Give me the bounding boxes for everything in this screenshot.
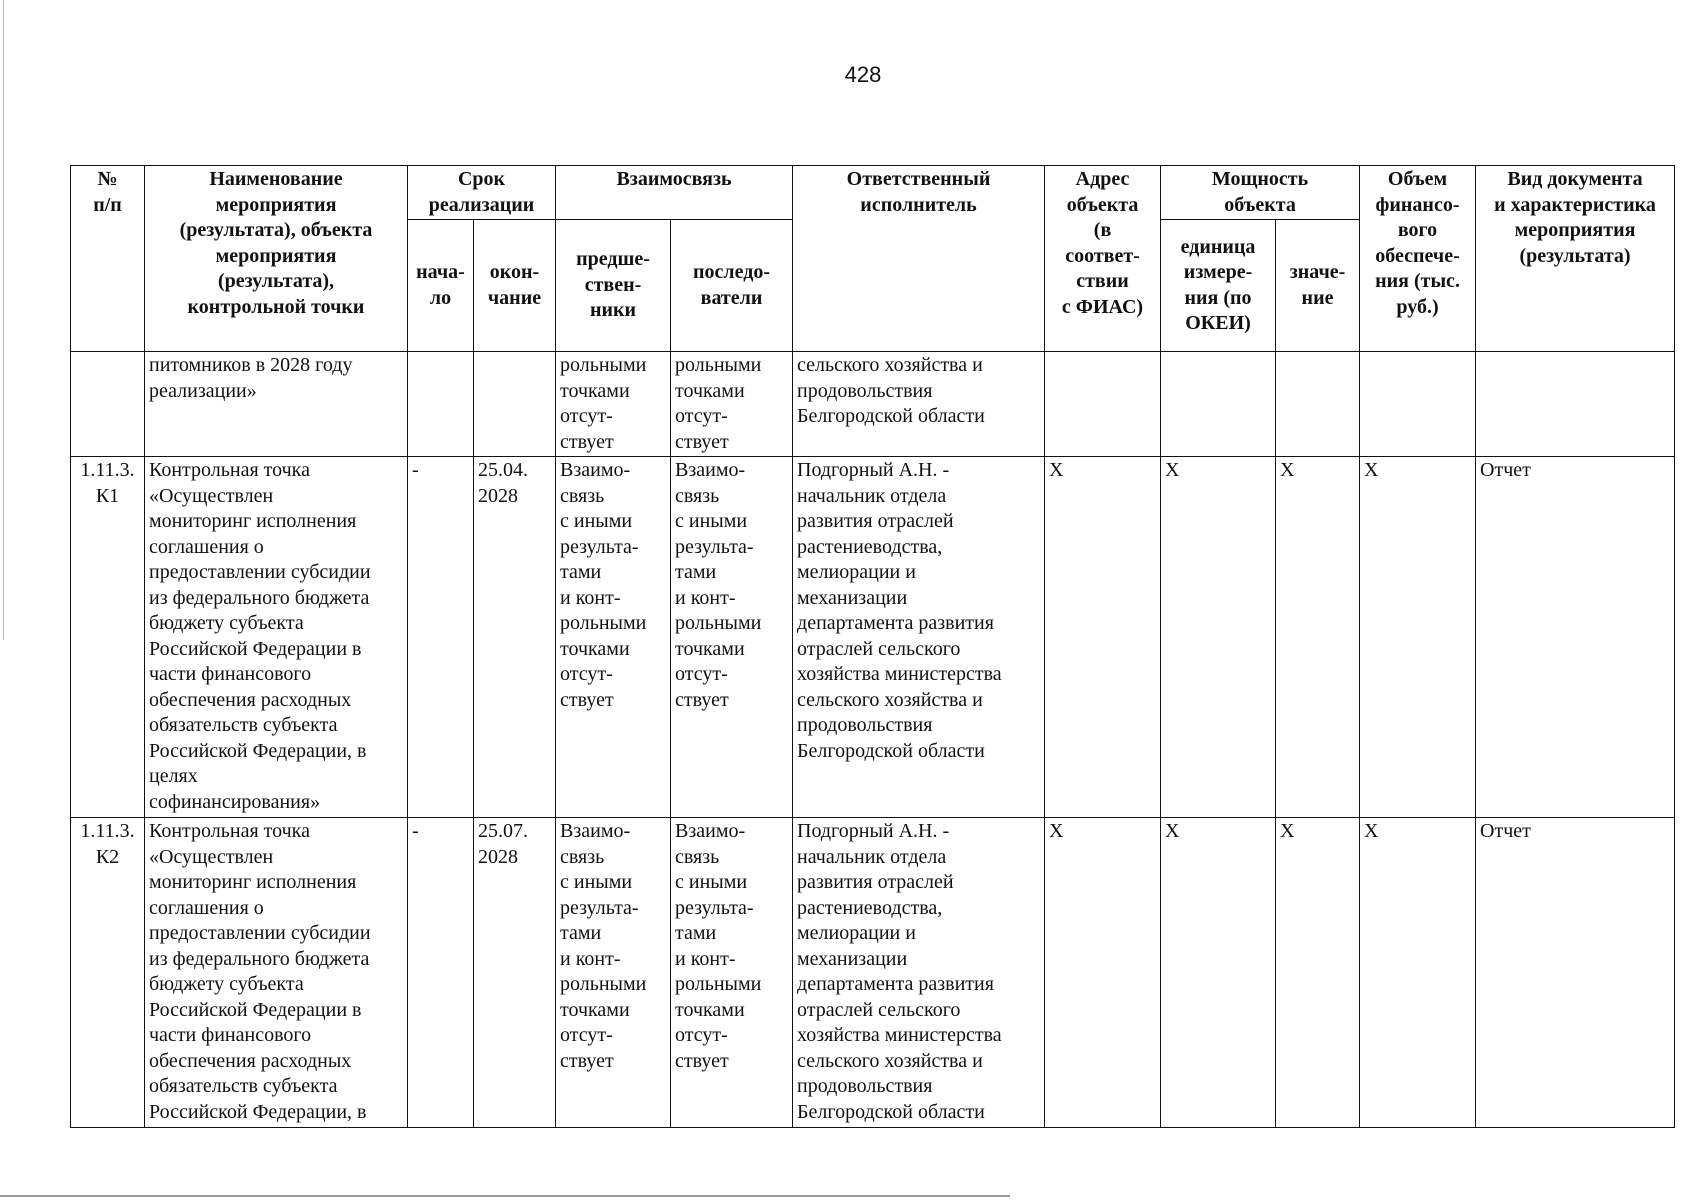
row-unit [1161,352,1276,457]
row-address [1045,352,1161,457]
row-next: Взаимо- связь с иными результа- тами и конт- рольными точками отсут- ствует [671,457,793,818]
row-end: 25.04. 2028 [474,457,556,818]
header-responsible: Ответственный исполнитель [793,166,1045,352]
row-finance [1360,352,1476,457]
row-name: Контрольная точка «Осуществлен мониторинг исполнения соглашения о предоставлении субсидии из федерального бюджета бюджету субъекта Российской Федерации в части финансового обеспечения расходных обязательств субъекта Российской Федерации, в [145,818,408,1128]
row-doc: Отчет [1476,457,1675,818]
header-link-prev: предше- ствен- ники [556,220,671,352]
header-capacity: Мощность объекта [1161,166,1360,220]
row-start: - [408,457,474,818]
row-prev: Взаимо- связь с иными результа- тами и конт- рольными точками отсут- ствует [556,457,671,818]
row-finance: X [1360,457,1476,818]
row-finance: X [1360,818,1476,1128]
row-next: рольными точками отсут- ствует [671,352,793,457]
row-num: 1.11.3. К2 [71,818,145,1128]
header-finance: Объем финансо- вого обеспече- ния (тыс. руб.) [1360,166,1476,352]
row-start: - [408,818,474,1128]
row-num: 1.11.3. К1 [71,457,145,818]
row-unit: X [1161,818,1276,1128]
row-address: X [1045,457,1161,818]
row-unit: X [1161,457,1276,818]
row-value: X [1276,818,1360,1128]
row-doc: Отчет [1476,818,1675,1128]
row-responsible: Подгорный А.Н. - начальник отдела развития отраслей растениеводства, мелиорации и механизации департамента развития отраслей сельского хозяйства министерства сельского хозяйства и продовольствия Белгородской области [793,457,1045,818]
row-start [408,352,474,457]
row-doc [1476,352,1675,457]
row-num [71,352,145,457]
row-next: Взаимо- связь с иными результа- тами и конт- рольными точками отсут- ствует [671,818,793,1128]
row-name: Контрольная точка «Осуществлен мониторинг исполнения соглашения о предоставлении субсидии из федерального бюджета бюджету субъекта Российской Федерации в части финансового обеспечения расходных обязательств субъекта Российской Федерации, в целях софинансирования» [145,457,408,818]
row-address: X [1045,818,1161,1128]
row-prev: Взаимо- связь с иными результа- тами и конт- рольными точками отсут- ствует [556,818,671,1128]
row-responsible: Подгорный А.Н. - начальник отдела развития отраслей растениеводства, мелиорации и механизации департамента развития отраслей сельского хозяйства министерства сельского хозяйства и продовольствия Белгородской области [793,818,1045,1128]
header-term: Срок реализации [408,166,556,220]
header-link-next: последо- ватели [671,220,793,352]
header-link: Взаимосвязь [556,166,793,220]
row-value: X [1276,457,1360,818]
header-term-end: окон- чание [474,220,556,352]
row-end [474,352,556,457]
header-term-start: нача- ло [408,220,474,352]
scan-bottom-line [0,1195,1010,1197]
page-number: 428 [844,62,882,87]
header-address: Адрес объекта (в соответ- ствии с ФИАС) [1045,166,1161,352]
table-row [71,457,1675,818]
table-row [71,818,1675,1128]
header-capacity-value: значе- ние [1276,220,1360,352]
row-value [1276,352,1360,457]
row-responsible: сельского хозяйства и продовольствия Белгородской области [793,352,1045,457]
scan-margin-line [3,0,4,640]
row-end: 25.07. 2028 [474,818,556,1128]
header-capacity-unit: единица измере- ния (по ОКЕИ) [1161,220,1276,352]
row-name: питомников в 2028 году реализации» [145,352,408,457]
row-prev: рольными точками отсут- ствует [556,352,671,457]
header-num: № п/п [71,166,145,352]
activities-table [70,165,1675,1128]
table-row [71,352,1675,457]
header-doc-type: Вид документа и характеристика мероприятия (результата) [1476,166,1675,352]
header-name: Наименование мероприятия (результата), объекта мероприятия (результата), контрольной точки [145,166,408,352]
